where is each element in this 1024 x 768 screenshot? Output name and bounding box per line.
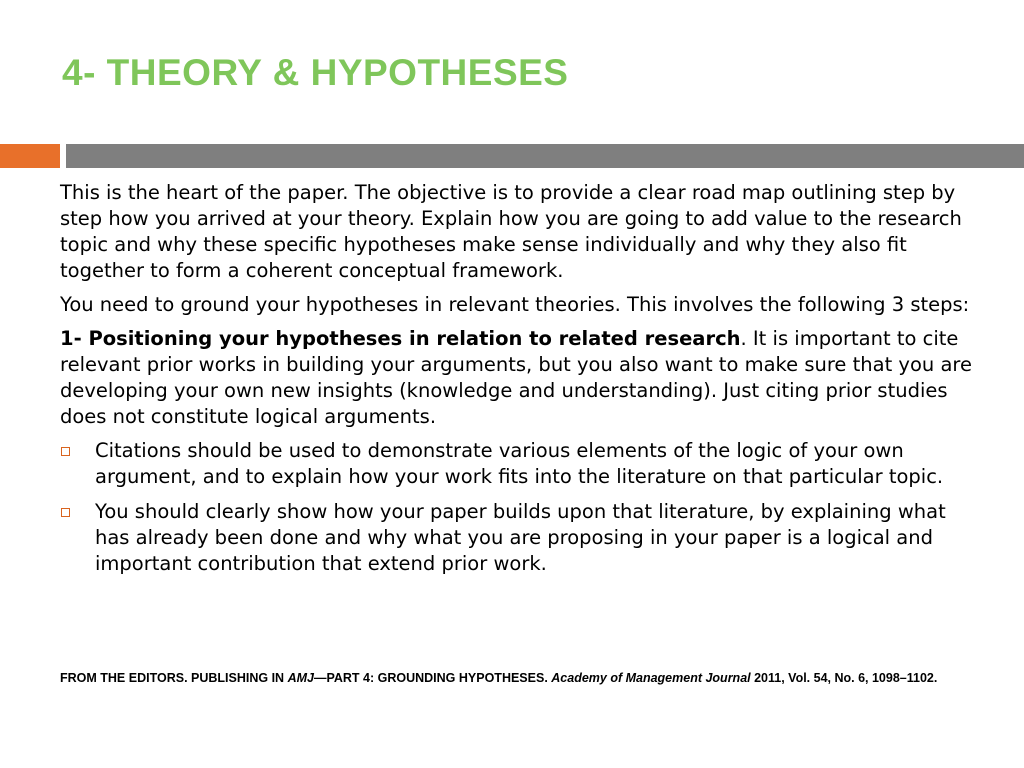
step-1-heading: 1- Positioning your hypotheses in relation to related research — [60, 327, 741, 350]
step-1-paragraph — [60, 326, 980, 430]
accent-bar — [0, 144, 60, 168]
citation-journal-name: Academy of Management Journal — [551, 671, 751, 685]
intro-paragraph: This is the heart of the paper. The objective is to provide a clear road map outlining step by step how you arrived at your theory. Explain how you are going to add value to the research topic and why these specific hypotheses make sense individually and why they also fit together to form a coherent conceptual framework. — [60, 181, 962, 282]
slide-title: 4- THEORY & HYPOTHESES — [62, 52, 569, 93]
source-citation — [60, 670, 980, 687]
slide-content — [60, 180, 980, 586]
square-bullet-icon — [61, 508, 70, 517]
list-item — [60, 499, 980, 577]
citation-part: —PART 4: GROUNDING HYPOTHESES. — [313, 671, 552, 685]
bullet-list — [60, 438, 980, 577]
list-item — [60, 438, 980, 490]
citation-part: 2011, Vol. 54, No. 6, 1098–1102. — [750, 671, 938, 685]
square-bullet-icon — [61, 447, 70, 456]
citation-part: FROM THE EDITORS. PUBLISHING IN — [60, 671, 288, 685]
grounding-paragraph: You need to ground your hypotheses in relevant theories. This involves the following 3 steps: — [60, 293, 970, 316]
step-1-text: . It is important to cite relevant prior works in building your arguments, but you also want to make sure that you are developing your own new insights (knowledge and understanding). Just citing prior studies does not constitute logical arguments. — [60, 327, 972, 428]
bullet-text: Citations should be used to demonstrate various elements of the logic of your own argument, and to explain how your work fits into the literature on that particular topic. — [95, 439, 944, 488]
citation-journal-abbrev: AMJ — [287, 671, 314, 685]
header-divider-bar — [66, 144, 1024, 168]
bullet-text: You should clearly show how your paper builds upon that literature, by explaining what has already been done and why what you are proposing in your paper is a logical and important contribution that extend prior work. — [95, 500, 946, 575]
